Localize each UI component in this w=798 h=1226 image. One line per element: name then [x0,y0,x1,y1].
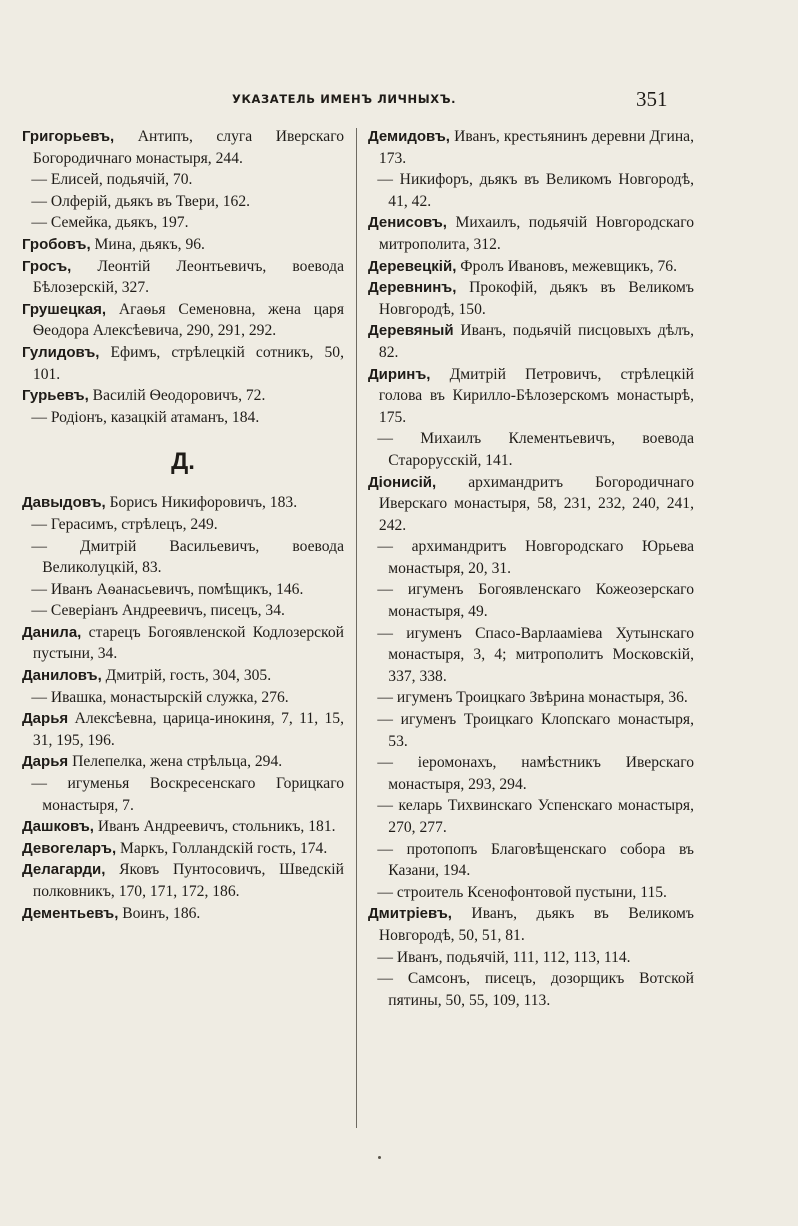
entry-text: Борисъ Никифоровичъ, 183. [105,494,298,512]
entry-text: Иванъ, подьячій писцовыхъ дѣлъ, 82. [378,322,694,361]
entry-headword: Дарья [22,710,69,728]
index-entry [368,947,694,969]
index-entry [368,256,694,278]
index-entry [368,472,694,537]
index-entry [368,320,694,363]
entry-text: — Олферій, дьякъ въ Твери, 162. [31,192,251,210]
entry-text: Михаилъ, подьячій Новгородскаго митрополита, 312. [378,214,694,253]
running-title: УКАЗАТЕЛЬ ИМЕНЪ ЛИЧНЫХЪ. [232,92,457,106]
entry-text: Мина, дьякъ, 96. [90,235,205,253]
entry-text: — Иванъ, подьячій, 111, 112, 113, 114. [377,948,631,966]
index-entry [368,364,694,429]
entry-headword: Дмитріевъ, [368,905,452,923]
print-speck [378,1156,381,1159]
entry-headword: Дашковъ, [22,818,94,836]
index-entry [22,212,344,234]
entry-text: Ефимъ, стрѣлецкій сотникъ, 50, 101. [32,343,344,383]
index-entry [368,795,694,838]
entry-text: — Северіанъ Андреевичъ, писецъ, 34. [31,602,285,620]
entry-text: старецъ Богоявленской Кодлозерской пустыни, 34. [32,623,344,663]
index-entry [22,687,344,709]
entry-headword: Грушецкая, [22,300,107,318]
entry-text: Прокофій, дьякъ въ Великомъ Новгородѣ, 150. [378,279,694,318]
entry-text: Иванъ, крестьянинъ деревни Дгина, 173. [378,128,694,167]
index-entry [22,492,344,514]
index-entry [22,234,344,256]
entry-text: Яковъ Пунтосовичъ, Шведскій полковникъ, 170, 171, 172, 186. [32,861,344,900]
entry-text: Воинъ, 186. [118,904,201,922]
index-entry [22,773,344,816]
entry-text: — игуменья Воскресенскаго Горицкаго монастыря, 7. [31,775,344,814]
index-entry [22,708,344,751]
index-entry [368,752,694,795]
entry-headword: Дарья [22,753,69,771]
left-entries-g [22,126,344,428]
index-entry [22,299,344,342]
index-entry [368,968,694,1011]
entry-text: — игуменъ Троицкаго Звѣрина монастыря, 36. [377,689,688,707]
entry-text: Леонтій Леонтьевичъ, воевода Бѣлозерскій, 327. [32,257,344,297]
index-entry [368,126,694,169]
entry-text: Дмитрій Петровичъ, стрѣлецкій голова въ Кирилло-Бѣлозерскомъ монастырѣ, 175. [378,365,694,426]
index-entry [22,579,344,601]
entry-text: Фролъ Ивановъ, межевщикъ, 76. [456,257,677,275]
column-divider [356,128,357,1128]
page-number: 351 [636,87,668,111]
right-entries [368,126,694,1011]
entry-headword: Даниловъ, [22,667,102,685]
entry-headword: Делагарди, [22,861,106,879]
entry-headword: Гробовъ, [22,235,91,253]
index-entry [368,882,694,904]
entry-text: — Родіонъ, казацкій атаманъ, 184. [31,408,260,426]
right-column [368,126,694,1011]
index-entry [368,709,694,752]
entry-text: архимандритъ Богородичнаго Иверскаго монастыря, 58, 231, 232, 240, 241, 242. [378,473,694,534]
index-entry [368,687,694,709]
entry-text: — протопопъ Благовѣщенскаго собора въ Казани, 194. [377,840,694,880]
entry-text: — Иванъ Аѳанасьевичъ, помѣщикъ, 146. [31,580,304,598]
entry-text: — строитель Ксенофонтовой пустыни, 115. [377,883,667,901]
index-entry [368,277,694,320]
entry-text: Пелепелка, жена стрѣльца, 294. [68,753,283,771]
entry-headword: Дементьевъ, [22,904,119,922]
index-entry [368,428,694,471]
entry-headword: Діонисій, [368,473,437,491]
index-entry [22,838,344,860]
entry-headword: Деревнинъ, [368,279,457,297]
entry-text: Дмитрій, гость, 304, 305. [101,667,272,685]
entry-text: — игуменъ Спасо-Варлааміева Хутынскаго монастыря, 3, 4; митрополитъ Московскій, 337, 338. [377,624,694,685]
entry-headword: Деревяный [368,322,454,340]
entry-text: Иванъ Андреевичъ, стольникъ, 181. [93,818,336,836]
section-letter: Д. [171,448,195,476]
index-entry [22,903,344,925]
index-entry [22,816,344,838]
entry-headword: Диринъ, [368,365,431,383]
entry-headword: Гурьевъ, [22,387,89,405]
entry-text: Иванъ, дьякъ въ Великомъ Новгородѣ, 50, 51, 81. [378,905,694,944]
entry-headword: Денисовъ, [368,214,447,232]
index-entry [22,751,344,773]
entry-text: — Герасимъ, стрѣлецъ, 249. [31,515,218,533]
entry-headword: Гросъ, [22,257,72,275]
left-entries-d [22,492,344,924]
index-entry [22,385,344,407]
index-entry [22,600,344,622]
entry-text: — игуменъ Троицкаго Клопскаго монастыря, 53. [377,711,694,750]
index-entry [368,839,694,882]
entry-text: Агаѳья Семеновна, жена царя Ѳеодора Алексѣевича, 290, 291, 292. [32,300,344,340]
entry-text: — Елисей, подьячій, 70. [31,171,193,189]
index-entry [368,212,694,255]
entry-text: Маркъ, Голландскій гость, 174. [116,839,328,857]
index-entry [22,126,344,169]
entry-text: — архимандритъ Новгородскаго Юрьева монастыря, 20, 31. [377,538,694,577]
index-entry [368,536,694,579]
index-entry [22,622,344,665]
index-entry [22,256,344,299]
index-entry [22,665,344,687]
entry-headword: Деревецкій, [368,257,457,275]
entry-text: — Михаилъ Клементьевичъ, воевода Старорусскій, 141. [377,430,694,469]
entry-headword: Данила, [22,623,82,641]
entry-text: — Ивашка, монастырскій служка, 276. [31,688,289,706]
index-entry [368,579,694,622]
index-entry [22,536,344,579]
index-entry [22,342,344,385]
entry-text: — Самсонъ, писецъ, дозорщикъ Вотской пятины, 50, 55, 109, 113. [377,970,694,1009]
entry-text: — іеромонахъ, намѣстникъ Иверскаго монастыря, 293, 294. [377,754,694,793]
entry-text: — игуменъ Богоявленскаго Кожеозерскаго монастыря, 49. [377,581,694,621]
left-column [22,126,344,924]
index-entry [22,859,344,902]
entry-text: — Дмитрій Васильевичъ, воевода Великолуцкій, 83. [31,537,344,577]
index-entry [22,169,344,191]
page-header [0,88,798,114]
index-entry [368,169,694,212]
index-entry [368,903,694,946]
entry-text: Антипъ, слуга Иверскаго Богородичнаго монастыря, 244. [32,128,344,167]
entry-text: — Никифоръ, дьякъ въ Великомъ Новгородѣ, 41, 42. [377,171,694,210]
entry-text: Василій Ѳеодоровичъ, 72. [88,387,266,405]
index-entry [22,191,344,213]
entry-headword: Гулидовъ, [22,343,100,361]
index-entry [22,514,344,536]
index-entry [22,407,344,429]
entry-text: — келарь Тихвинскаго Успенскаго монастыря, 270, 277. [377,797,694,836]
entry-headword: Григорьевъ, [22,128,115,145]
index-entry [368,623,694,688]
entry-text: Алексѣевна, царица-инокиня, 7, 11, 15, 31, 195, 196. [32,710,344,749]
entry-text: — Семейка, дьякъ, 197. [31,214,189,232]
entry-headword: Демидовъ, [368,128,450,145]
entry-headword: Давыдовъ, [22,494,106,512]
entry-headword: Девогеларъ, [22,839,117,857]
